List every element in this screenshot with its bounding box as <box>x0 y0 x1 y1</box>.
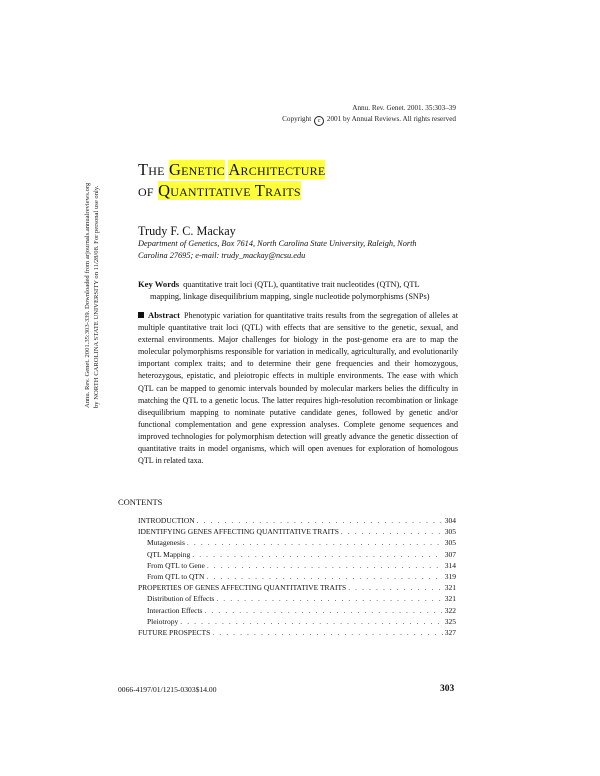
bullet-square-icon <box>138 312 144 318</box>
toc-entry-future-prospects[interactable]: FUTURE PROSPECTS . . . 327 <box>138 627 456 638</box>
toc-entry-identifying-genes[interactable]: IDENTIFYING GENES AFFECTING QUANTITATIVE TRAITS . . . 305 <box>138 526 456 537</box>
copyright-icon: c <box>314 116 324 126</box>
toc-entry-pleiotropy[interactable]: Pleiotropy . . . 325 <box>138 616 456 627</box>
keywords: Key Words quantitative trait loci (QTL), quantitative trait nucleotides (QTN), QTL mapping, linkage disequilibrium mapping, single nucleotide polymorphisms (SNPs) <box>138 279 430 301</box>
toc-entry-qtl-to-qtn[interactable]: From QTL to QTN . . . 319 <box>138 571 456 582</box>
toc-entry-properties-of-genes[interactable]: PROPERTIES OF GENES AFFECTING QUANTITATIVE TRAITS . . . 321 <box>138 582 456 593</box>
toc-entry-qtl-mapping[interactable]: QTL Mapping . . . 307 <box>138 549 456 560</box>
table-of-contents <box>138 515 456 638</box>
toc-entry-interaction-effects[interactable]: Interaction Effects . . . 322 <box>138 605 456 616</box>
contents-heading: CONTENTS <box>118 497 163 507</box>
download-sidenote: Annu. Rev. Genet. 2001.35:303-339. Downloaded from arjournals.annualreviews.org by NORTH CAROLINA STATE UNIVERSITY on 11/28/08. For personal use only. <box>84 182 100 408</box>
author-affiliation: Department of Genetics, Box 7614, North Carolina State University, Raleigh, North Carolina 27695; e-mail: trudy_mackay@ncsu.edu <box>138 239 417 260</box>
toc-entry-introduction[interactable]: INTRODUCTION . . . 304 <box>138 515 456 526</box>
highlight-quantitative-traits: QUANTITATIVE TRAITS <box>158 181 301 200</box>
title-line-2: OF QUANTITATIVE TRAITS <box>138 181 301 200</box>
copyright-line: Copyright c 2001 by Annual Reviews. All rights reserved <box>282 115 456 124</box>
highlight-genetic: GENETIC <box>169 160 225 179</box>
issn-code: 0066-4197/01/1215-0303$14.00 <box>118 685 217 694</box>
abstract <box>138 309 458 467</box>
title-line-1: THE GENETIC ARCHITECTURE <box>138 160 326 179</box>
highlight-architecture: ARCHITECTURE <box>228 160 326 179</box>
abstract-label: Abstract <box>148 310 180 320</box>
toc-entry-qtl-to-gene[interactable]: From QTL to Gene . . . 314 <box>138 560 456 571</box>
journal-citation: Annu. Rev. Genet. 2001. 35:303–39 <box>352 104 456 112</box>
keywords-label: Key Words <box>138 279 180 289</box>
toc-entry-mutagenesis[interactable]: Mutagenesis . . . 305 <box>138 537 456 548</box>
author-name: Trudy F. C. Mackay <box>138 224 236 238</box>
article-title <box>138 160 325 202</box>
page-number: 303 <box>440 684 455 694</box>
toc-entry-distribution-of-effects[interactable]: Distribution of Effects . . . 321 <box>138 593 456 604</box>
journal-header <box>282 103 456 126</box>
abstract-text: Phenotypic variation for quantitative traits results from the segregation of alleles at multiple quantitative trait loci (QTL) with effects that are sensitive to the genetic, sexual, and external environments. Major challenges for biology in the post-genome era are to map the molecular polymorphisms responsible for variation in medically, agriculturally, and evolutionarily important complex traits; and to determine their gene frequencies and their homozygous, heterozygous, epistatic, and pleiotropic effects in multiple environments. The ease with which QTL can be mapped to genomic intervals bounded by molecular markers belies the difficulty in matching the QTL to a genetic locus. The latter requires high-resolution recombination or linkage disequilibrium mapping to nominate putative candidate genes, followed by genetic and/or functional complementation and gene expression analyses. Complete genome sequences and improved technologies for polymorphism detection will greatly advance the genetic dissection of quantitative traits in model organisms, which will open avenues for exploration of homologous QTL in related taxa. <box>138 311 458 466</box>
